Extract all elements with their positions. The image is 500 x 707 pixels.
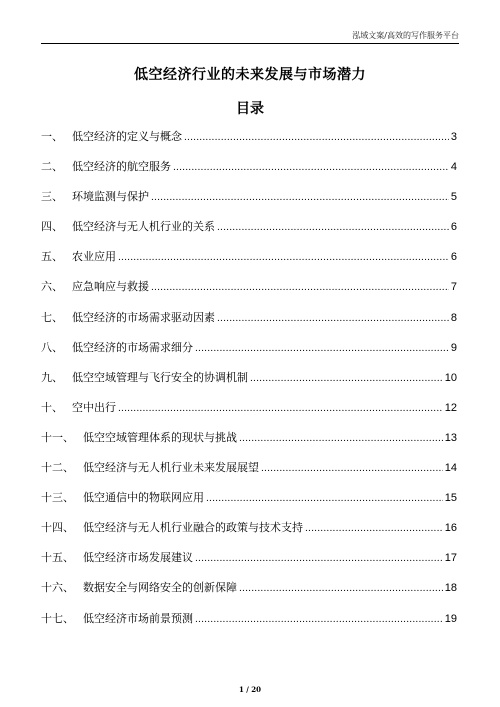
toc-entry-page: 17 xyxy=(444,552,457,565)
toc-entry-number: 五、 xyxy=(41,250,63,264)
toc-dot-leader xyxy=(217,219,449,237)
toc-entry[interactable] xyxy=(41,218,457,248)
toc-entry-title: 低空空域管理体系的现状与挑战 xyxy=(83,430,237,444)
toc-entry-page: 6 xyxy=(450,251,457,264)
toc-entry-number: 十二、 xyxy=(41,461,74,475)
toc-dot-leader xyxy=(151,279,449,297)
toc-dot-leader xyxy=(151,189,449,207)
toc-entry-title: 环境监测与保护 xyxy=(72,190,149,204)
toc-entry-page: 15 xyxy=(444,492,457,505)
toc-entry-number: 十七、 xyxy=(41,611,74,625)
toc-entry-number: 一、 xyxy=(41,130,63,143)
toc-entry-number: 十一、 xyxy=(41,430,74,444)
toc-dot-leader xyxy=(239,430,443,448)
toc-entry[interactable] xyxy=(41,610,457,640)
toc-entry[interactable] xyxy=(41,339,457,369)
table-of-contents xyxy=(41,128,457,640)
toc-entry-title: 低空经济市场发展建议 xyxy=(83,551,193,565)
toc-entry-page: 5 xyxy=(450,191,457,204)
toc-dot-leader xyxy=(217,310,449,328)
toc-entry-page: 14 xyxy=(444,462,457,475)
toc-dot-leader xyxy=(195,611,443,629)
toc-entry-title: 农业应用 xyxy=(72,250,116,264)
toc-entry-title: 低空经济与无人机行业的关系 xyxy=(72,220,215,234)
toc-entry-number: 十、 xyxy=(41,400,63,414)
toc-entry[interactable] xyxy=(41,369,457,399)
toc-entry-title: 低空空域管理与飞行安全的协调机制 xyxy=(72,370,248,384)
toc-entry-page: 6 xyxy=(450,221,457,234)
toc-entry-page: 10 xyxy=(444,371,457,384)
toc-entry[interactable] xyxy=(41,549,457,579)
toc-dot-leader xyxy=(195,340,449,358)
toc-entry-page: 13 xyxy=(444,431,457,444)
toc-entry[interactable] xyxy=(41,278,457,308)
page-header-text: 泓域文案/高效的写作服务平台 xyxy=(352,31,459,40)
toc-heading: 目录 xyxy=(236,101,264,117)
page-number-footer: 1 / 20 xyxy=(238,685,262,694)
toc-entry-number: 十四、 xyxy=(41,521,74,535)
toc-dot-leader xyxy=(195,550,443,568)
toc-entry-title: 低空经济的航空服务 xyxy=(72,160,171,174)
toc-entry[interactable] xyxy=(41,399,457,429)
toc-entry-title: 低空经济的市场需求驱动因素 xyxy=(72,310,215,324)
toc-entry-number: 八、 xyxy=(41,340,63,354)
toc-entry[interactable] xyxy=(41,158,457,188)
toc-entry-page: 18 xyxy=(444,582,457,595)
toc-entry[interactable] xyxy=(41,248,457,278)
toc-entry-title: 低空通信中的物联网应用 xyxy=(83,491,204,505)
toc-dot-leader xyxy=(118,249,449,267)
toc-entry-page: 19 xyxy=(444,612,457,625)
toc-entry-number: 七、 xyxy=(41,310,63,324)
toc-entry[interactable] xyxy=(41,188,457,218)
toc-entry-page: 9 xyxy=(450,341,457,354)
toc-entry-number: 九、 xyxy=(41,370,63,384)
toc-entry[interactable] xyxy=(41,309,457,339)
toc-entry-title: 低空经济市场前景预测 xyxy=(83,611,193,625)
toc-entry-number: 二、 xyxy=(41,160,63,174)
toc-entry-number: 十五、 xyxy=(41,551,74,565)
toc-entry-title: 低空经济与无人机行业未来发展展望 xyxy=(83,461,259,475)
toc-entry-page: 4 xyxy=(450,161,457,174)
toc-entry-page: 8 xyxy=(450,311,457,324)
toc-dot-leader xyxy=(305,520,443,538)
toc-entry[interactable] xyxy=(41,579,457,609)
toc-entry-page: 7 xyxy=(450,281,457,294)
toc-entry-number: 三、 xyxy=(41,190,63,204)
toc-entry[interactable] xyxy=(41,489,457,519)
toc-entry[interactable] xyxy=(41,519,457,549)
document-title: 低空经济行业的未来发展与市场潜力 xyxy=(134,67,366,83)
toc-entry-title: 低空经济与无人机行业融合的政策与技术支持 xyxy=(83,521,303,535)
toc-dot-leader xyxy=(261,460,443,478)
toc-entry[interactable] xyxy=(41,429,457,459)
toc-entry[interactable] xyxy=(41,459,457,489)
toc-entry-page: 16 xyxy=(444,522,457,535)
toc-entry-title: 低空经济的定义与概念 xyxy=(72,130,182,143)
toc-entry-number: 四、 xyxy=(41,220,63,234)
header-divider xyxy=(41,43,459,44)
toc-entry-page: 12 xyxy=(444,401,457,414)
toc-dot-leader xyxy=(184,129,449,147)
toc-dot-leader xyxy=(206,490,443,508)
toc-entry-number: 十六、 xyxy=(41,581,74,595)
toc-entry-title: 应急响应与救援 xyxy=(72,280,149,294)
toc-dot-leader xyxy=(173,159,449,177)
toc-entry[interactable] xyxy=(41,128,457,158)
toc-dot-leader xyxy=(239,580,443,598)
toc-entry-title: 低空经济的市场需求细分 xyxy=(72,340,193,354)
toc-dot-leader xyxy=(250,370,443,388)
toc-entry-title: 数据安全与网络安全的创新保障 xyxy=(83,581,237,595)
toc-entry-page: 3 xyxy=(450,131,457,143)
toc-entry-number: 十三、 xyxy=(41,491,74,505)
toc-entry-title: 空中出行 xyxy=(72,400,116,414)
toc-entry-number: 六、 xyxy=(41,280,63,294)
toc-dot-leader xyxy=(118,400,443,418)
